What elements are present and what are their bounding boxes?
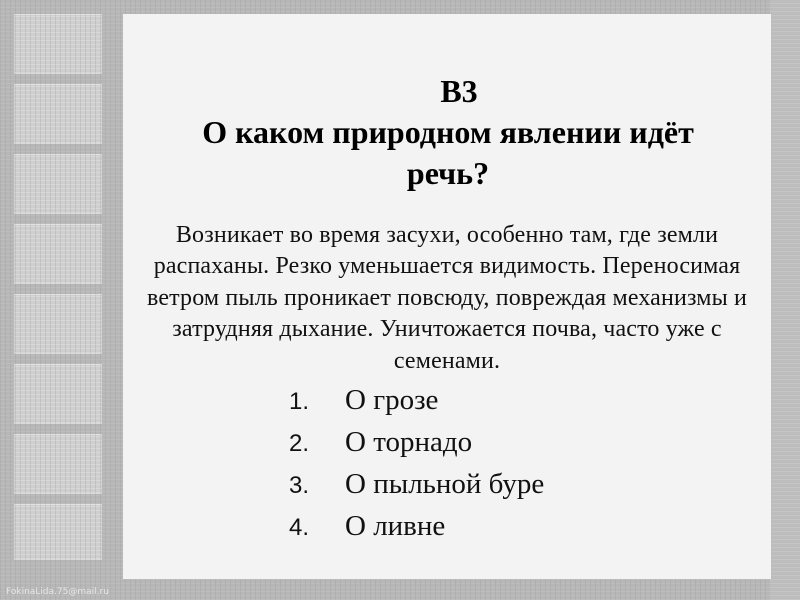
- decorative-tile: [14, 294, 102, 354]
- decorative-tile: [14, 14, 102, 74]
- answer-option-4: [289, 505, 669, 547]
- question-title-line-1: О каком природном явлении идёт: [202, 114, 694, 151]
- decorative-tile: [14, 84, 102, 144]
- answer-option-2: [289, 421, 669, 463]
- answer-option-text: О ливне: [345, 510, 446, 542]
- decorative-tile: [14, 154, 102, 214]
- decorative-tile: [14, 364, 102, 424]
- left-decorative-tiles: [14, 14, 102, 574]
- question-description: Возникает во время засухи, особенно там, где земли распаханы. Резко уменьшается видимость. Переносимая ветром пыль проникает повсюду, повреждая механизмы и затрудняя дыхание. Уничтожается почва, часто уже с семенами.: [146, 222, 748, 374]
- right-decorative-strip: [770, 0, 800, 600]
- answer-options-list: [289, 379, 669, 547]
- question-code: В3: [440, 73, 478, 110]
- answer-option-1: [289, 379, 669, 421]
- answer-option-number: 2.: [289, 430, 310, 457]
- answer-option-text: О пыльной буре: [345, 468, 545, 500]
- slide-title: [123, 71, 771, 194]
- answer-option-text: О грозе: [345, 384, 439, 416]
- answer-option-number: 1.: [289, 388, 310, 415]
- answer-option-3: [289, 463, 669, 505]
- answer-option-number: 3.: [289, 472, 310, 499]
- decorative-tile: [14, 434, 102, 494]
- answer-option-text: О торнадо: [345, 426, 473, 458]
- decorative-tile: [14, 504, 102, 560]
- question-title-line-2: речь?: [406, 155, 490, 192]
- slide-content-panel: [123, 14, 771, 579]
- author-watermark: FokinaLida.75@mail.ru: [6, 587, 109, 597]
- decorative-tile: [14, 224, 102, 284]
- answer-option-number: 4.: [289, 514, 310, 541]
